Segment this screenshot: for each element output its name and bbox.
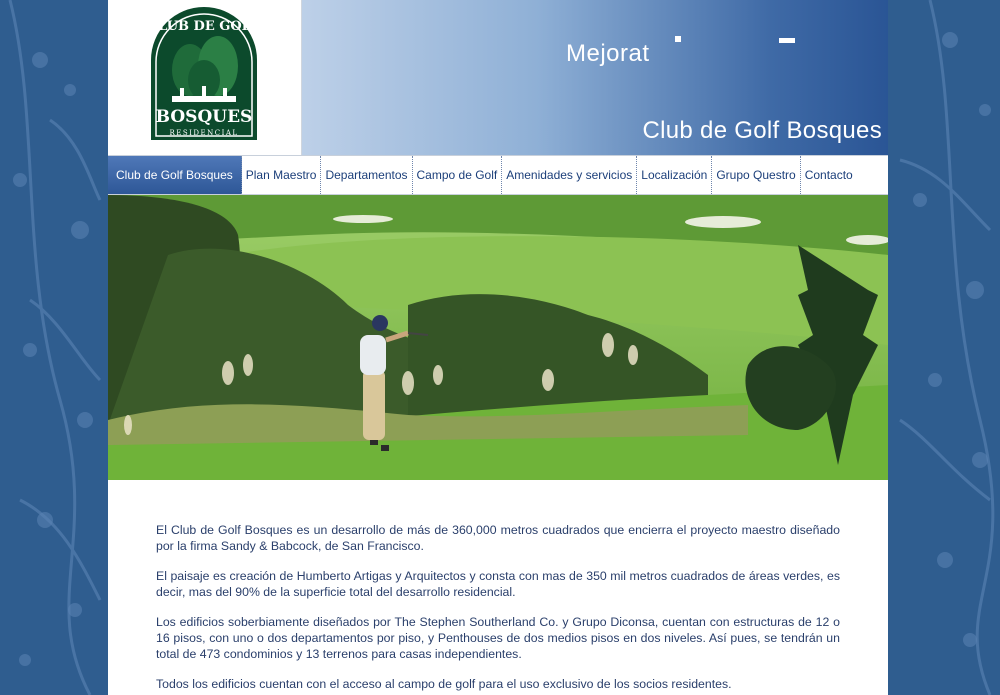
banner-title: Club de Golf Bosques [642, 117, 882, 144]
header [108, 0, 888, 155]
access-paragraph: Todos los edificios cuentan con el acceso al campo de golf para el uso exclusivo de los socios residentes. [156, 677, 732, 691]
nav-departamentos[interactable]: Departamentos [321, 156, 412, 194]
header-banner [302, 0, 888, 155]
logo-link[interactable] [108, 0, 302, 155]
nav-grupo-questro[interactable]: Grupo Questro [712, 156, 800, 194]
main-content [156, 522, 840, 695]
logo-name: BOSQUES [155, 107, 253, 127]
hero-golf-course-image [108, 195, 888, 480]
nav-localizacion[interactable]: Localización [637, 156, 712, 194]
nav-contacto[interactable]: Contacto [804, 168, 853, 182]
nav-campo-de-golf[interactable]: Campo de Golf [413, 156, 503, 194]
landscape-paragraph: El paisaje es creación de Humberto Artigas y Arquitectos y consta con mas de 350 mil metros cuadrados de áreas verdes, es decir, mas del 90% de la superficie total del desarrollo residencial. [156, 569, 840, 599]
intro-paragraph: El Club de Golf Bosques es un desarrollo de más de 360,000 metros cuadrados que encierra el proyecto maestro diseñado por la firma Sandy & Babcock, de San Francisco. [156, 523, 840, 553]
banner-accent-bar [779, 38, 795, 43]
banner-accent-mark [675, 36, 681, 42]
main-navigation [108, 155, 888, 195]
logo-subtitle: RESIDENCIAL [169, 129, 239, 137]
page-container [108, 0, 888, 695]
nav-plan-maestro[interactable]: Plan Maestro [242, 156, 322, 194]
nav-amenidades-y-servicios[interactable]: Amenidades y servicios [502, 156, 637, 194]
logo-top-text: CLUB DE GOLF [147, 19, 261, 34]
nav-club-de-golf-bosques[interactable]: Club de Golf Bosques [108, 156, 242, 194]
banner-tagline: Mejorat [566, 40, 650, 67]
buildings-paragraph: Los edificios soberbiamente diseñados por The Stephen Southerland Co. y Grupo Diconsa, cuentan con estructuras de 12 o 16 pisos, con uno o dos departamentos por piso, y Penthouses de dos medios pisos en dos niveles. Así pues, se tendrán un total de 473 condominios y 13 terrenos para casas independientes. [156, 615, 840, 661]
club-logo [108, 0, 301, 155]
